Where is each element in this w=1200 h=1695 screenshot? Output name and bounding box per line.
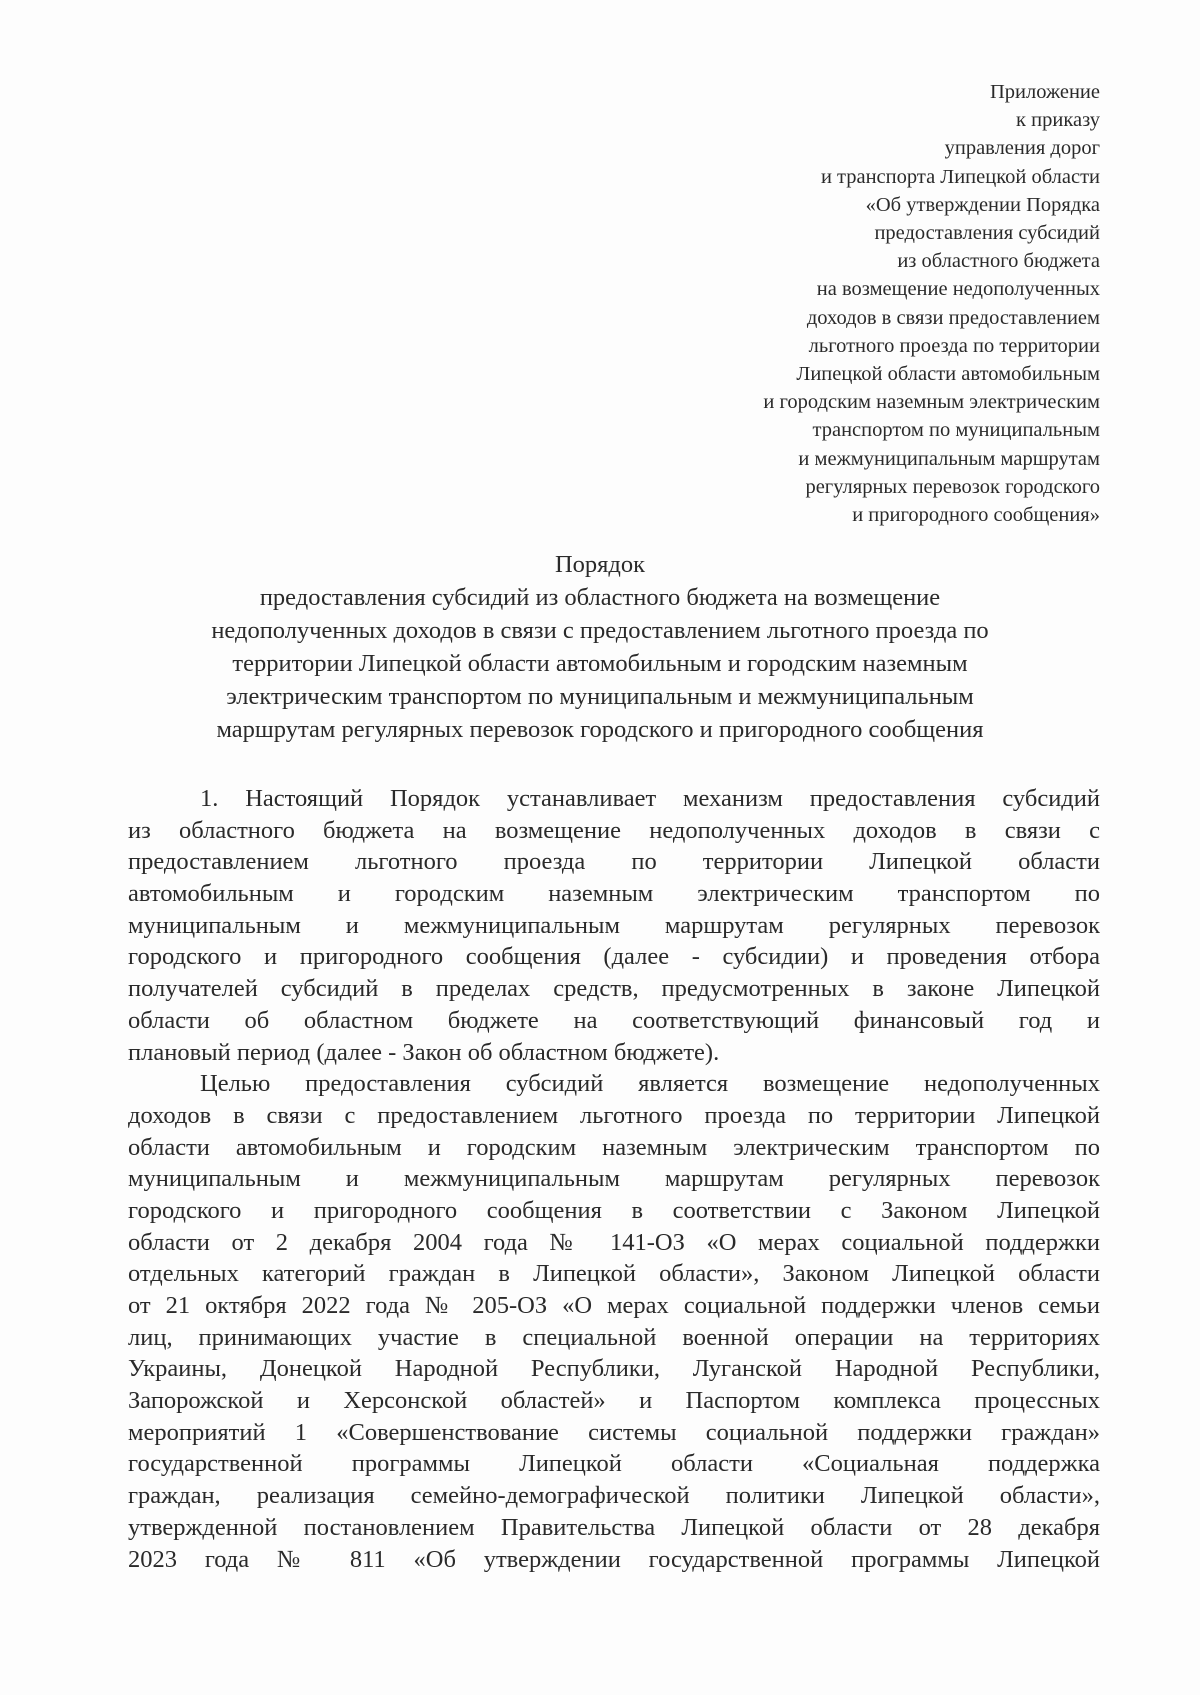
title-line: маршрутам регулярных перевозок городского и пригородного сообщения xyxy=(216,716,984,743)
text-line: городского и пригородного сообщения (далее - субсидии) и проведения отбора xyxy=(128,943,1100,971)
title-heading: Порядок xyxy=(554,551,646,578)
text-line: Целью предоставления субсидий является возмещение недополученных xyxy=(200,1070,1100,1098)
appendix-line: Липецкой области автомобильным xyxy=(796,363,1100,386)
text-line: отдельных категорий граждан в Липецкой области», Законом Липецкой области xyxy=(128,1260,1100,1288)
text-line: области от 2 декабря 2004 года № 141-ОЗ «О мерах социальной поддержки xyxy=(128,1228,1100,1256)
text-line: граждан, реализация семейно-демографической политики Липецкой области», xyxy=(128,1482,1100,1510)
text-line: мероприятий 1 «Совершенствование системы социальной поддержки граждан» xyxy=(128,1418,1100,1446)
appendix-line: к приказу xyxy=(1016,109,1100,132)
appendix-line: «Об утверждении Порядка xyxy=(865,193,1100,216)
document-body xyxy=(128,783,1100,1575)
appendix-line: доходов в связи предоставлением xyxy=(806,306,1100,329)
title-line: предоставления субсидий из областного бюджета на возмещение xyxy=(259,584,941,611)
title-line: территории Липецкой области автомобильным и городским наземным xyxy=(232,650,968,677)
text-line: 1. Настоящий Порядок устанавливает механизм предоставления субсидий xyxy=(200,785,1100,812)
document-title xyxy=(130,548,1070,746)
text-line: утвержденной постановлением Правительства Липецкой области от 28 декабря xyxy=(128,1513,1100,1541)
text-line: доходов в связи с предоставлением льготного проезда по территории Липецкой xyxy=(128,1101,1100,1129)
text-line: 2023 года № 811 «Об утверждении государственной программы Липецкой xyxy=(128,1545,1100,1573)
appendix-line: на возмещение недополученных xyxy=(816,278,1100,301)
text-line: Запорожской и Херсонской областей» и Паспортом комплекса процессных xyxy=(128,1387,1100,1415)
appendix-line: предоставления субсидий xyxy=(874,222,1100,245)
text-line: государственной программы Липецкой области «Социальная поддержка xyxy=(128,1450,1100,1478)
text-line: Украины, Донецкой Народной Республики, Луганской Народной Республики, xyxy=(128,1355,1100,1383)
appendix-line: и межмуниципальным маршрутам xyxy=(798,447,1100,470)
appendix-line: Приложение xyxy=(989,81,1100,103)
appendix-line: из областного бюджета xyxy=(897,250,1100,273)
appendix-header xyxy=(580,78,1100,529)
text-line: муниципальным и межмуниципальным маршрутам регулярных перевозок xyxy=(128,1165,1100,1193)
paragraph-1 xyxy=(128,783,1100,1068)
text-line: плановый период (далее - Закон об областном бюджете). xyxy=(128,1038,720,1066)
text-line: области об областном бюджете на соответствующий финансовый год и xyxy=(128,1006,1100,1034)
text-line: городского и пригородного сообщения в соответствии с Законом Липецкой xyxy=(128,1196,1100,1224)
text-line: от 21 октября 2022 года № 205-ОЗ «О мерах социальной поддержки членов семьи xyxy=(128,1292,1100,1319)
text-line: муниципальным и межмуниципальным маршрутам регулярных перевозок xyxy=(128,911,1100,939)
appendix-line: льготного проезда по территории xyxy=(808,334,1100,357)
appendix-line: и городским наземным электрическим xyxy=(763,391,1100,414)
text-line: из областного бюджета на возмещение недополученных доходов в связи с xyxy=(128,816,1100,844)
paragraph-2 xyxy=(128,1068,1100,1575)
appendix-line: регулярных перевозок городского xyxy=(805,475,1100,498)
text-line: области автомобильным и городским наземным электрическим транспортом по xyxy=(128,1133,1100,1161)
text-line: лиц, принимающих участие в специальной военной операции на территориях xyxy=(128,1323,1100,1351)
appendix-line: и пригородного сообщения» xyxy=(852,504,1100,527)
appendix-line: и транспорта Липецкой области xyxy=(820,165,1100,188)
text-line: предоставлением льготного проезда по территории Липецкой области xyxy=(128,848,1100,876)
text-line: автомобильным и городским наземным электрическим транспортом по xyxy=(128,880,1100,908)
appendix-line: управления дорог xyxy=(944,137,1100,160)
appendix-line: транспортом по муниципальным xyxy=(812,419,1100,442)
text-line: получателей субсидий в пределах средств, предусмотренных в законе Липецкой xyxy=(128,975,1100,1003)
title-line: недополученных доходов в связи с предоставлением льготного проезда по xyxy=(211,617,989,644)
title-line: электрическим транспортом по муниципальным и межмуниципальным xyxy=(226,683,974,710)
